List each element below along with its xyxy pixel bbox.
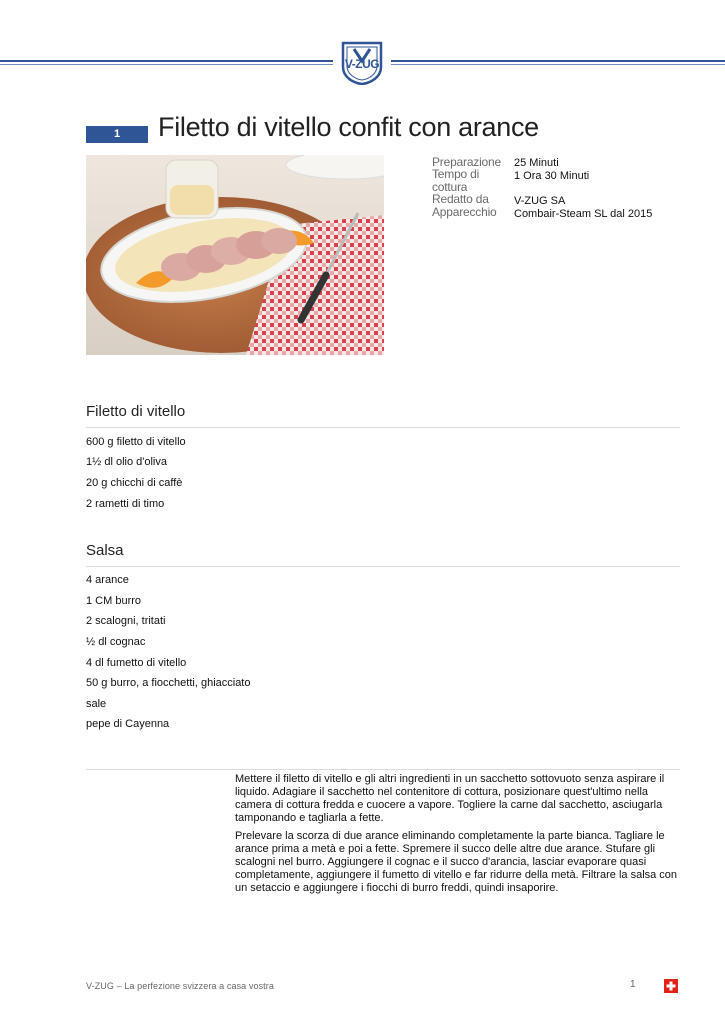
section-title-filetto: Filetto di vitello xyxy=(86,403,186,420)
ingredient-item: 20 g chicchi di caffè xyxy=(86,477,183,489)
dish-photo-icon xyxy=(86,155,384,355)
ingredient-item: pepe di Cayenna xyxy=(86,718,170,730)
ingredient-item: 4 dl fumetto di vitello xyxy=(86,657,187,669)
method-step-1: Mettere il filetto di vitello e gli altri ingredienti in un sacchetto sottovuoto senza aspirare il liquido. Adagiare il sacchetto nel contenitore di cottura, posizionare quest'ultimo nella camera di cottura fredda e cuocere a vapore. Togliere la carne dal sacchetto, asciugarla tamponando e tagliarla a fette. xyxy=(235,773,665,824)
section-divider xyxy=(86,566,680,567)
ingredient-item: 50 g burro, a fiocchetti, ghiacciato xyxy=(86,677,251,689)
logo-text: V-ZUG xyxy=(344,57,380,71)
info-label-redatto-da: Redatto da xyxy=(432,192,489,206)
recipe-number-badge: 1 xyxy=(86,126,148,143)
info-label-preparazione: Preparazione xyxy=(432,155,501,169)
ingredient-item: 1 CM burro xyxy=(86,595,142,607)
ingredient-item: sale xyxy=(86,698,107,710)
footer-tagline: V-ZUG – La perfezione svizzera a casa vostra xyxy=(86,981,274,991)
info-value-tempo-cottura: 1 Ora 30 Minuti xyxy=(514,170,590,182)
recipe-title: Filetto di vitello confit con arance xyxy=(158,112,539,142)
ingredient-item: 2 scalogni, tritati xyxy=(86,615,166,627)
info-label-apparecchio: Apparecchio xyxy=(432,205,497,219)
info-value-preparazione: 25 Minuti xyxy=(514,157,559,169)
vzug-logo xyxy=(341,41,383,85)
ingredient-item: 2 rametti di timo xyxy=(86,498,165,510)
ingredient-item: 4 arance xyxy=(86,574,129,586)
header-stripe-left-thin xyxy=(0,64,333,65)
header-stripe-right xyxy=(391,60,725,62)
info-label-tempo-cottura: Tempo di cottura xyxy=(432,167,480,194)
section-divider xyxy=(86,427,680,428)
page-number: 1 xyxy=(630,979,636,990)
ingredient-item: 600 g filetto di vitello xyxy=(86,436,186,448)
food-photo xyxy=(86,155,384,355)
section-title-salsa: Salsa xyxy=(86,542,124,559)
ingredient-item: ½ dl cognac xyxy=(86,636,146,648)
swiss-flag-icon xyxy=(664,979,678,993)
header-stripe-left xyxy=(0,60,333,62)
info-value-redatto-da: V-ZUG SA xyxy=(514,195,566,207)
info-value-apparecchio: Combair-Steam SL dal 2015 xyxy=(514,208,653,220)
method-text xyxy=(235,773,680,900)
method-divider xyxy=(86,769,680,770)
ingredient-item: 1½ dl olio d'oliva xyxy=(86,456,167,468)
method-step-2: Prelevare la scorza di due arance eliminando completamente la parte bianca. Tagliare le arance prima a metà e poi a fette. Spremere il succo delle altre due arance. Stufare gli scalogni nel burro. Aggiungere il cognac e il succo d'arancia, lasciar evaporare quasi completamente, aggiungere il fumetto di vitello e far ridurre della metà. Filtrare la salsa con un setaccio e aggiungere i fiocchi di burro freddi, quindi insaporire. xyxy=(235,830,678,894)
header-stripe-right-thin xyxy=(391,64,725,65)
